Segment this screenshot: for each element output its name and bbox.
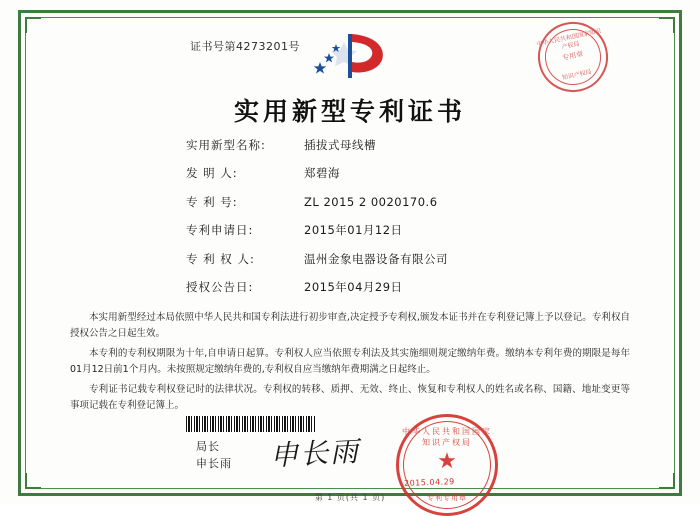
- page-title: 实用新型专利证书: [233, 97, 466, 126]
- field-row: [186, 252, 606, 267]
- field-label: 实用新型名称:: [186, 138, 266, 152]
- field-label: 专 利 号:: [186, 194, 238, 209]
- corner-ornament-top-left: [25, 17, 41, 33]
- top-seal-line3: 知识产权局: [561, 68, 593, 82]
- field-value: 温州金象电器设备有限公司: [304, 251, 448, 266]
- seal-arc-top: 中华人民共和国国家知识产权局: [402, 427, 492, 447]
- field-label: 专 利 权 人:: [186, 251, 255, 266]
- certificate-fields: [186, 138, 606, 309]
- field-row: [186, 195, 606, 210]
- seal-arc-bottom: 专利专用章: [427, 494, 467, 502]
- top-seal-line1: 中华人民共和国国家知识产权局: [535, 27, 602, 52]
- body-paragraph: 本专利的专利权期限为十年,自申请日起算。专利权人应当依照专利法及其实施细则规定缴纳年费。缴纳本专利年费的期限是每年01月12日前1个月内。未按照规定缴纳年费的,专利权自应当缴纳年费期满之日起终止。: [70, 348, 630, 375]
- patent-office-logo-icon: [290, 28, 410, 84]
- field-row: [186, 280, 606, 295]
- field-row: [186, 166, 606, 181]
- star-icon: ★: [437, 449, 457, 474]
- top-seal-line2: 专用章: [561, 49, 584, 63]
- certificate-number: 证书号第4273201号: [190, 40, 300, 53]
- corner-ornament-bottom-left: [25, 473, 41, 489]
- field-value: 郑碧海: [304, 166, 340, 181]
- field-label: 授权公告日:: [186, 280, 254, 295]
- field-label: 专利申请日:: [186, 223, 254, 238]
- signer-name: 申长雨: [196, 457, 232, 470]
- body-paragraph: 专利证书记载专利权登记时的法律状况。专利权的转移、质押、无效、终止、恢复和专利权人的姓名或名称、国籍、地址变更等事项记载在专利登记簿上。: [70, 384, 630, 411]
- barcode: [186, 416, 316, 432]
- certificate-body: [70, 310, 630, 418]
- field-label: 发 明 人:: [186, 166, 238, 181]
- page-footer: 第 1 页(共 1 页): [314, 493, 386, 502]
- field-row: [186, 138, 606, 153]
- field-row: [186, 223, 606, 238]
- field-value: 2015年04月29日: [304, 280, 403, 295]
- field-value: ZL 2015 2 0020170.6: [304, 194, 438, 209]
- field-value: 插拔式母线槽: [304, 138, 376, 152]
- corner-ornament-top-right: [659, 17, 675, 33]
- signature-block: [196, 438, 232, 472]
- seal-date: 2015.04.29: [403, 477, 455, 488]
- handwritten-signature: 申长雨: [269, 434, 361, 473]
- corner-ornament-bottom-right: [659, 473, 675, 489]
- field-value: 2015年01月12日: [304, 223, 403, 238]
- body-paragraph: 本实用新型经过本局依照中华人民共和国专利法进行初步审查,决定授予专利权,颁发本证书并在专利登记簿上予以登记。专利权自授权公告之日起生效。: [70, 312, 630, 339]
- signer-title: 局长: [196, 440, 220, 453]
